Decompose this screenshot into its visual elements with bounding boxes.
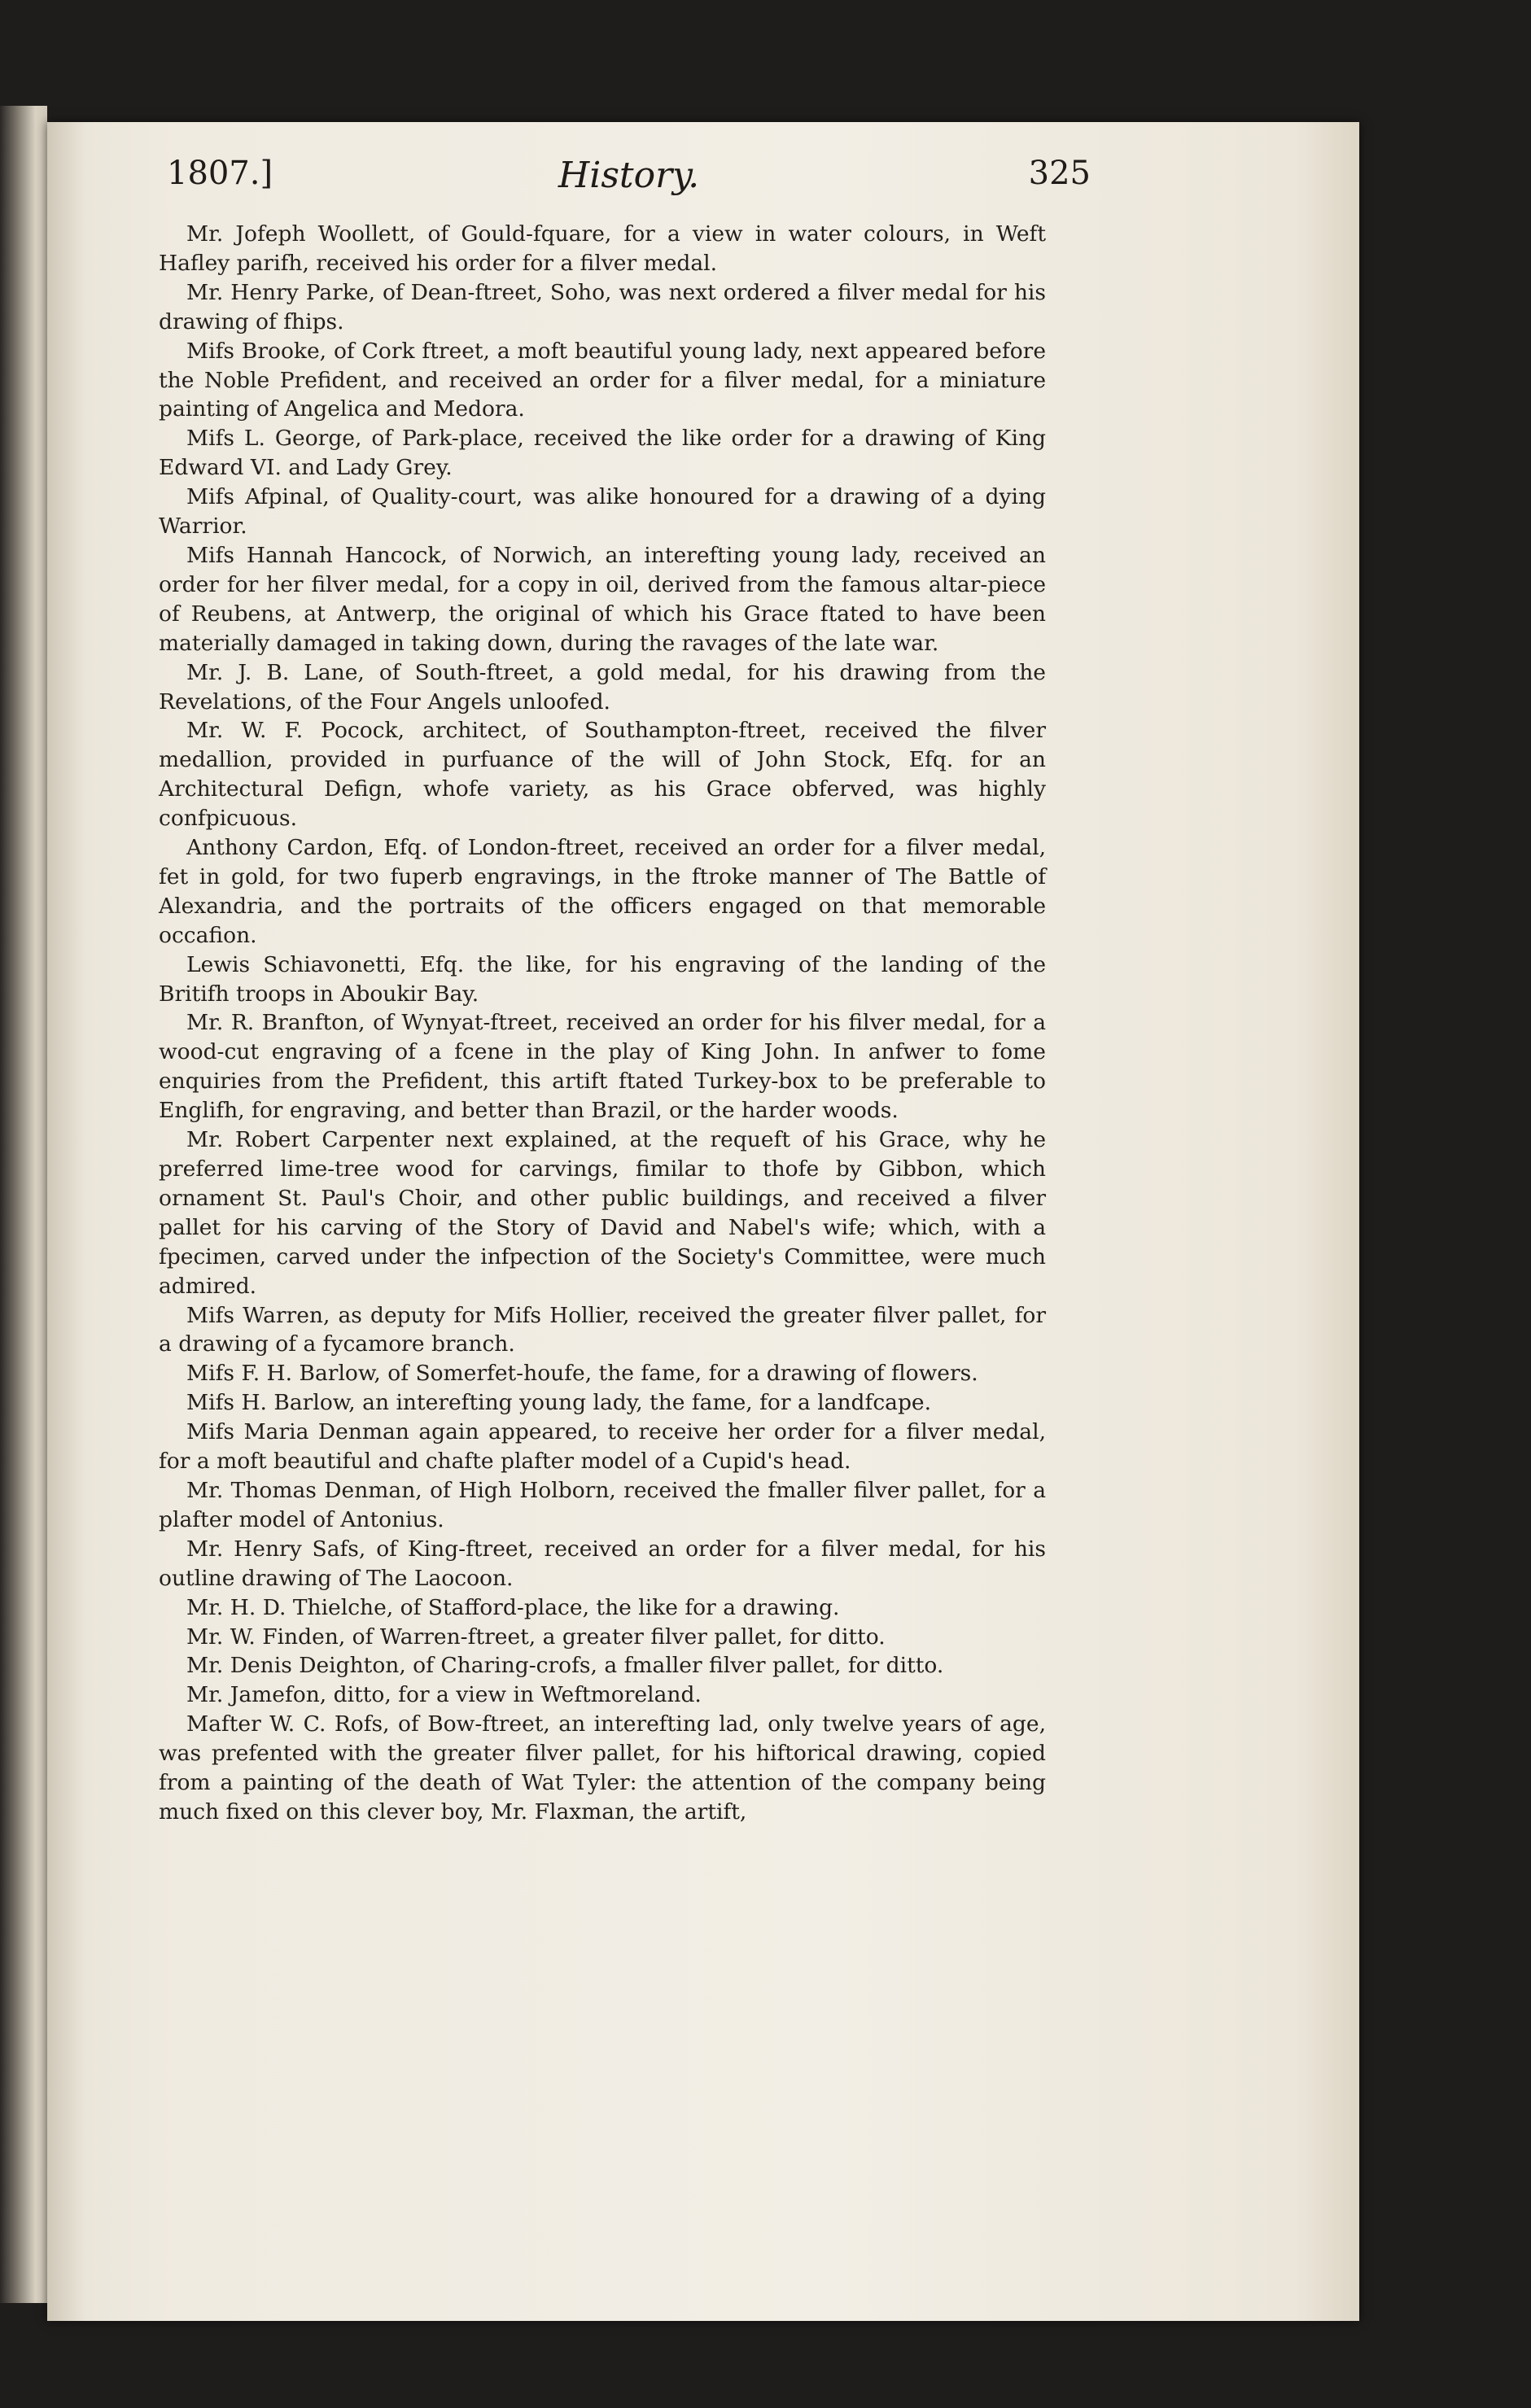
paragraph: Lewis Schiavonetti, Efq. the like, for his engraving of the landing of the Britifh troops in Aboukir Bay. [159, 951, 1046, 1007]
body-text [159, 220, 1046, 1827]
paragraph: Mifs L. George, of Park-place, received the like order for a drawing of King Edward VI. and Lady Grey. [159, 426, 1046, 481]
paragraph: Mifs Brooke, of Cork ftreet, a moft beautiful young lady, next appeared before the Noble Prefident, and received an order for a filver medal, for a miniature painting of Angelica and Medora. [159, 338, 1046, 422]
previous-page-edge [0, 106, 47, 2303]
header-year: 1807.] [167, 155, 273, 192]
paragraph: Mifs Afpinal, of Quality-court, was alike honoured for a drawing of a dying Warrior. [159, 484, 1046, 540]
paragraph: Mr. Denis Deighton, of Charing-crofs, a fmaller filver pallet, for ditto. [186, 1653, 944, 1679]
paragraph: Mifs Warren, as deputy for Mifs Hollier, received the greater filver pallet, for a drawing of a fycamore branch. [159, 1302, 1046, 1357]
paragraph: Mr. J. B. Lane, of South-ftreet, a gold medal, for his drawing from the Revelations, of the Four Angels unloofed. [159, 659, 1046, 715]
paragraph: Mr. Henry Safs, of King-ftreet, received an order for a filver medal, for his outline drawing of The Laocoon. [159, 1536, 1046, 1591]
paragraph: Mifs F. H. Barlow, of Somerfet-houfe, the fame, for a drawing of flowers. [186, 1361, 978, 1387]
paragraph: Mr. Jamefon, ditto, for a view in Weftmoreland. [186, 1682, 702, 1708]
paragraph: Mifs Hannah Hancock, of Norwich, an interefting young lady, received an order for her filver medal, for a copy in oil, derived from the famous altar-piece of Reubens, at Antwerp, the original of which his Grace ftated to have been materially damaged in taking down, during the ravages of the late war. [159, 542, 1046, 656]
page-number: 325 [1028, 155, 1091, 192]
paragraph: Mr. H. D. Thielche, of Stafford-place, the like for a drawing. [186, 1594, 840, 1620]
paragraph: Mafter W. C. Rofs, of Bow-ftreet, an interefting lad, only twelve years of age, was prefented with the greater filver pallet, for his hiftorical drawing, copied from a painting of the death of Wat Tyler: the attention of the company being much fixed on this clever boy, Mr. Flaxman, the artift, [159, 1711, 1046, 1825]
paragraph: Mr. R. Branfton, of Wynyat-ftreet, received an order for his filver medal, for a wood-cut engraving of a fcene in the play of King John. In anfwer to fome enquiries from the Prefident, this artift ftated Turkey-box to be preferable to Englifh, for engraving, and better than Brazil, or the harder woods. [159, 1010, 1046, 1124]
paragraph: Anthony Cardon, Efq. of London-ftreet, received an order for a filver medal, fet in gold, for two fuperb engravings, in the ftroke manner of The Battle of Alexandria, and the portraits of the officers engaged on that memorable occafion. [159, 835, 1046, 948]
paragraph: Mr. Jofeph Woollett, of Gould-fquare, for a view in water colours, in Weft Hafley parifh, received his order for a filver medal. [159, 221, 1046, 276]
running-header [167, 155, 1091, 203]
paragraph: Mr. Thomas Denman, of High Holborn, received the fmaller filver pallet, for a plafter model of Antonius. [159, 1477, 1046, 1532]
paragraph: Mr. Henry Parke, of Dean-ftreet, Soho, was next ordered a filver medal for his drawing of fhips. [159, 279, 1046, 334]
paragraph: Mr. W. Finden, of Warren-ftreet, a greater filver pallet, for ditto. [186, 1624, 886, 1650]
paragraph: Mr. Robert Carpenter next explained, at the requeft of his Grace, why he preferred lime-tree wood for carvings, fimilar to thofe by Gibbon, which ornament St. Paul's Choir, and other public buildings, and received a filver pallet for his carving of the Story of David and Nabel's wife; which, with a fpecimen, carved under the infpection of the Society's Committee, were much admired. [159, 1127, 1046, 1299]
paragraph: Mr. W. F. Pocock, architect, of Southampton-ftreet, received the filver medallion, provided in purfuance of the will of John Stock, Efq. for an Architectural Defign, whofe variety, as his Grace obferved, was highly confpicuous. [159, 718, 1046, 832]
paragraph: Mifs Maria Denman again appeared, to receive her order for a filver medal, for a moft beautiful and chafte plafter model of a Cupid's head. [159, 1419, 1046, 1475]
header-title: History. [558, 155, 700, 196]
paragraph: Mifs H. Barlow, an interefting young lady, the fame, for a landfcape. [186, 1390, 932, 1416]
